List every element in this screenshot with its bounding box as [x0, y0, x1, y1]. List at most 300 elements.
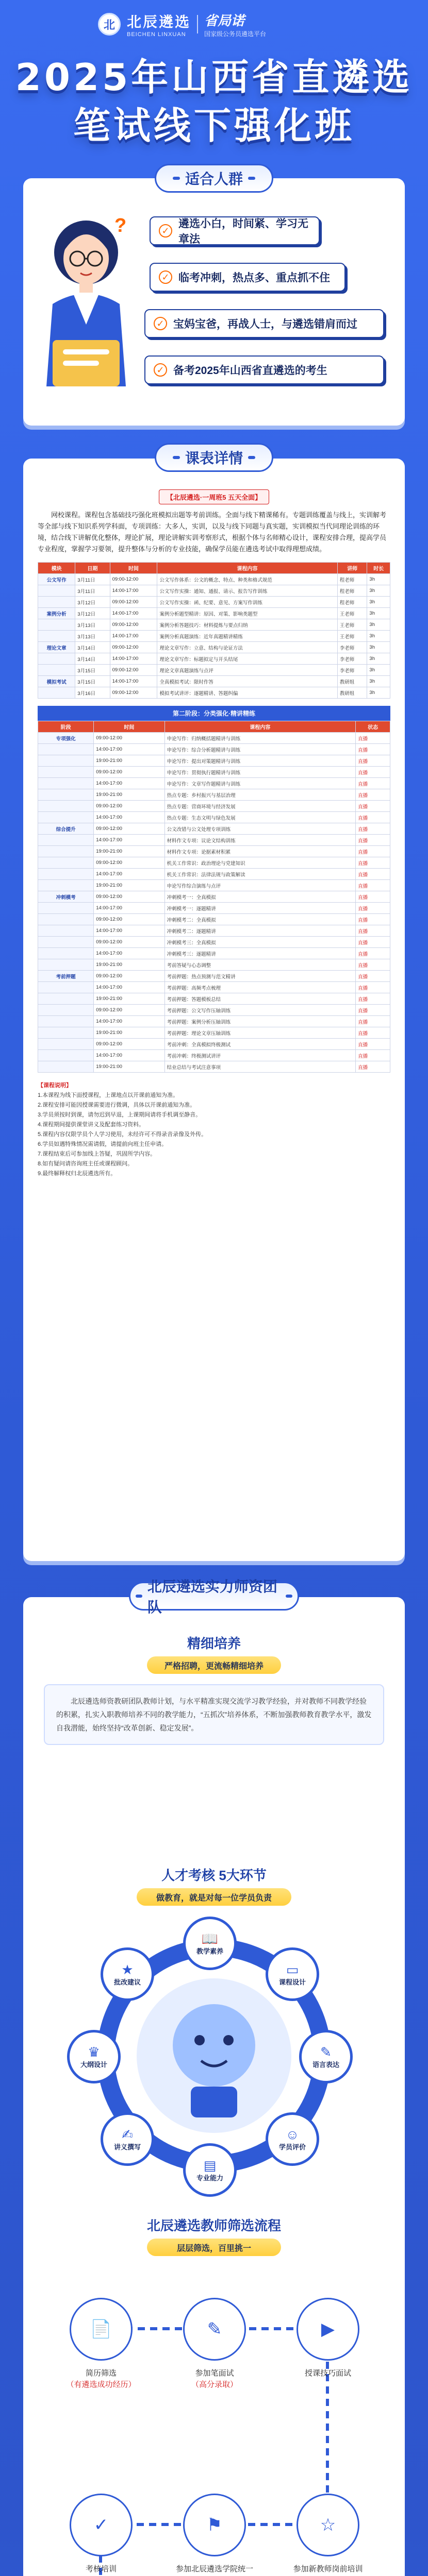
table-cell: 14:00-17:00 — [94, 835, 164, 846]
assess-node — [299, 2030, 353, 2083]
suitable-item: ✓ 遴选小白，时间紧、学习无章法 — [150, 216, 320, 245]
flow-step-icon: ✎ — [183, 2298, 246, 2361]
table-cell — [38, 778, 94, 789]
table-cell: 直播 — [356, 891, 390, 903]
table-cell: 14:00-17:00 — [94, 903, 164, 914]
section-title-team: 北辰遴选实力师资团队 — [129, 1582, 299, 1611]
table-cell: 案例分析真题演练：近年真题精讲精练 — [157, 631, 337, 642]
flow-step-title: 简历筛选 — [85, 2369, 117, 2378]
table-cell: 考前冲刺：全真模拟终极测试 — [164, 1039, 356, 1050]
table-row — [38, 778, 390, 789]
table-row — [38, 676, 390, 687]
flow-step-title: 参加新教师岗前培训 — [293, 2565, 363, 2573]
table-cell: 材料作文专项：议论文结构训练 — [164, 835, 356, 846]
table-cell: 直播 — [356, 846, 390, 857]
table-cell: 直播 — [356, 812, 390, 823]
table-cell: 案例分析 — [38, 608, 75, 619]
table-cell: 冲刺模考一：全真模拟 — [164, 891, 356, 903]
table-cell: 考前冲刺：终极测试讲评 — [164, 1050, 356, 1061]
table-cell: 公文写作 — [38, 574, 75, 585]
table-cell — [38, 687, 75, 699]
table-cell: 考前押题：答题模板总结 — [164, 993, 356, 1005]
hero-banner — [0, 0, 428, 170]
table-cell: 3h — [367, 665, 390, 676]
strict-block — [23, 1633, 405, 1745]
table-header-cell: 课程内容 — [157, 563, 337, 574]
table-cell: 直播 — [356, 869, 390, 880]
table-cell: 直播 — [356, 1016, 390, 1027]
table-cell: 直播 — [356, 767, 390, 778]
suitable-item: ✓ 临考冲刺，热点多、重点抓不住 — [150, 263, 345, 292]
table-cell: 直播 — [356, 744, 390, 755]
flow-step-sub: （有遴选成功经历） — [66, 2380, 136, 2389]
assess-node — [101, 2112, 154, 2166]
flow-step-icon: ☆ — [297, 2494, 359, 2556]
table-row — [38, 914, 390, 925]
table-cell: 理论文章 — [38, 642, 75, 653]
table-row — [38, 608, 390, 619]
assess-node-label: 专业能力 — [196, 2174, 223, 2182]
table-cell: 模拟考试讲评：逐题精讲、答题纠偏 — [157, 687, 337, 699]
table-row — [38, 801, 390, 812]
table-cell — [38, 948, 94, 959]
table-row — [38, 993, 390, 1005]
table-row — [38, 903, 390, 914]
table-cell — [38, 597, 75, 608]
table-cell: 14:00-17:00 — [110, 676, 157, 687]
table-cell: 直播 — [356, 914, 390, 925]
section-title-course: 课表详情 — [155, 443, 273, 472]
table-cell — [38, 880, 94, 891]
table-cell: 19:00-21:00 — [94, 959, 164, 971]
table-cell: 直播 — [356, 937, 390, 948]
table-cell: 19:00-21:00 — [94, 755, 164, 767]
table-row — [38, 574, 390, 585]
flow-block — [23, 2215, 405, 2256]
table-row — [38, 687, 390, 699]
logo-row — [98, 10, 266, 38]
table-cell — [38, 1005, 94, 1016]
strict-bar: 严格招聘，更流畅精细培养 — [147, 1656, 281, 1674]
table-cell: 14:00-17:00 — [110, 585, 157, 597]
table-cell: 直播 — [356, 801, 390, 812]
table-cell: 3h — [367, 597, 390, 608]
table-cell: 09:00-12:00 — [94, 937, 164, 948]
table-cell: 09:00-12:00 — [110, 642, 157, 653]
table-cell: 3月12日 — [75, 597, 110, 608]
table-cell: 3h — [367, 676, 390, 687]
assess-node — [183, 1917, 237, 1970]
table-cell: 案例分析题型精讲：原因、对策、影响类题型 — [157, 608, 337, 619]
table-row — [38, 744, 390, 755]
table-row — [38, 823, 390, 835]
table-cell — [38, 925, 94, 937]
table-cell: 考前押题：高频考点梳理 — [164, 982, 356, 993]
table-cell: 机关工作常识：法律法规与政策解读 — [164, 869, 356, 880]
table-cell: 直播 — [356, 823, 390, 835]
table-row — [38, 982, 390, 993]
table-cell: 19:00-21:00 — [94, 1027, 164, 1039]
chat-icon: ✎ — [320, 2044, 332, 2060]
logo-divider — [197, 15, 198, 33]
table-header-cell: 时间 — [110, 563, 157, 574]
assess-node — [67, 2030, 121, 2083]
table-row — [38, 925, 390, 937]
table-row — [38, 880, 390, 891]
table-row — [38, 971, 390, 982]
flow-step-label — [60, 2368, 142, 2391]
table-cell: 直播 — [356, 733, 390, 744]
flow-step-title: 考核培训 — [85, 2565, 117, 2573]
table-cell: 考前押题：理论文章压轴训练 — [164, 1027, 356, 1039]
flow-step-sub: （高分录取） — [191, 2380, 238, 2389]
assess-node-label: 课程设计 — [278, 1978, 306, 1986]
table-cell: 14:00-17:00 — [94, 869, 164, 880]
table-cell: 申论写作：贯彻执行题精讲与训练 — [164, 767, 356, 778]
table-cell: 李老师 — [337, 642, 367, 653]
table-cell — [38, 812, 94, 823]
table-row — [38, 585, 390, 597]
table-cell: 结业总结与考试注意事项 — [164, 1061, 356, 1073]
table-cell: 3h — [367, 631, 390, 642]
table-cell — [38, 653, 75, 665]
table-row — [38, 642, 390, 653]
table-row — [38, 959, 390, 971]
table-row — [38, 755, 390, 767]
table-cell: 直播 — [356, 982, 390, 993]
table-cell: 李老师 — [337, 665, 367, 676]
table-cell: 14:00-17:00 — [94, 1050, 164, 1061]
table-cell — [38, 1016, 94, 1027]
table-cell: 冲刺模考一：逐题精讲 — [164, 903, 356, 914]
table-cell: 案例分析答题技巧：材料提炼与要点归纳 — [157, 619, 337, 631]
table-cell: 李老师 — [337, 653, 367, 665]
table-cell: 3月13日 — [75, 631, 110, 642]
assess-title: 人才考核 5大环节 — [161, 1868, 267, 1883]
flow-step-icon: ✓ — [70, 2494, 133, 2556]
table-cell: 公文写作实操：函、纪要、意见、方案写作训练 — [157, 597, 337, 608]
table-cell: 考前押题：案例分析压轴训练 — [164, 1016, 356, 1027]
table-cell: 考前押题 — [38, 971, 94, 982]
table-row — [38, 653, 390, 665]
table-cell — [38, 631, 75, 642]
table-cell — [38, 857, 94, 869]
table-cell: 3月11日 — [75, 574, 110, 585]
partner-block — [204, 10, 266, 38]
brand-sub: BEICHEN LINXUAN — [127, 31, 186, 38]
table-cell: 热点专题：乡村振兴与基层治理 — [164, 789, 356, 801]
note-item: 1.本课程为线下面授课程，上课地点以开课前通知为准。 — [38, 1092, 179, 1098]
table-cell: 直播 — [356, 993, 390, 1005]
table-cell: 冲刺模考三：全真模拟 — [164, 937, 356, 948]
table-row — [38, 869, 390, 880]
table-cell: 3h — [367, 687, 390, 699]
table-cell: 冲刺模考 — [38, 891, 94, 903]
note-item: 6.学员如遇特殊情况需请假，请提前向班主任申请。 — [38, 1141, 168, 1147]
table-cell: 直播 — [356, 1061, 390, 1073]
table-cell — [38, 665, 75, 676]
table-cell: 09:00-12:00 — [94, 823, 164, 835]
table-cell: 直播 — [356, 1050, 390, 1061]
table-cell: 直播 — [356, 778, 390, 789]
table-cell: 直播 — [356, 880, 390, 891]
table-cell: 考前答疑与心态调整 — [164, 959, 356, 971]
table-cell: 材料作文专项：论据素材积累 — [164, 846, 356, 857]
note-item: 9.最终解释权归北辰遴选所有。 — [38, 1171, 117, 1177]
pen-icon: ✍ — [122, 2126, 133, 2142]
table-cell — [38, 869, 94, 880]
table-cell: 申论写作：归纳概括题精讲与训练 — [164, 733, 356, 744]
schedule-table-1 — [38, 562, 390, 699]
strict-text: 北辰遴选师资教研团队教师计划，与水平精准实现交流学习教学经验，并对教师不同教学经验的积累，扎实入职教师培养不同的教学能力，“五抓次”培养体系，不断加强教师教育教学水平，激发自我潜能，始终坚持“改革创新、稳定发展”。 — [56, 1697, 372, 1732]
table-row — [38, 1050, 390, 1061]
table-cell: 机关工作常识：政治理论与党建知识 — [164, 857, 356, 869]
table-cell: 直播 — [356, 1005, 390, 1016]
table-cell: 冲刺模考二：逐题精讲 — [164, 925, 356, 937]
table-row — [38, 835, 390, 846]
table-cell: 直播 — [356, 1039, 390, 1050]
table-cell — [38, 1027, 94, 1039]
table-cell: 理论文章真题演练与点评 — [157, 665, 337, 676]
table-cell: 综合提升 — [38, 823, 94, 835]
table-cell: 3月16日 — [75, 687, 110, 699]
table-cell: 程老师 — [337, 574, 367, 585]
book-icon: 📖 — [201, 1930, 219, 1946]
users-icon: ☺ — [285, 2126, 300, 2142]
table-cell: 申论写作综合演练与点评 — [164, 880, 356, 891]
brand-name: 北辰遴选 — [127, 13, 191, 30]
table-cell: 3h — [367, 574, 390, 585]
table-cell: 19:00-21:00 — [94, 1061, 164, 1073]
table-cell — [38, 982, 94, 993]
check-icon: ✓ — [159, 270, 172, 284]
note-item: 7.课程结束后可参加线上答疑，巩固所学内容。 — [38, 1151, 156, 1157]
course-notes — [38, 1081, 390, 1179]
suitable-item: ✓ 宝妈宝爸，再战人士，与遴选错肩而过 — [144, 309, 384, 338]
table-cell: 09:00-12:00 — [94, 971, 164, 982]
assess-node-label: 教学素养 — [196, 1947, 223, 1955]
table-row — [38, 733, 390, 744]
monitor-icon: ▭ — [286, 1961, 299, 1977]
table-cell: 3h — [367, 653, 390, 665]
table-cell: 19:00-21:00 — [94, 846, 164, 857]
table-cell: 3月11日 — [75, 585, 110, 597]
table-cell: 全真模拟考试：限时作答 — [157, 676, 337, 687]
table-cell: 09:00-12:00 — [110, 687, 157, 699]
table-cell — [38, 903, 94, 914]
assess-node — [266, 1947, 319, 2001]
flow-step-label — [173, 2564, 256, 2576]
table-cell: 程老师 — [337, 585, 367, 597]
table-cell: 14:00-17:00 — [110, 653, 157, 665]
table-header-cell: 时间 — [94, 721, 164, 733]
course-card — [23, 459, 405, 1561]
table-cell: 14:00-17:00 — [94, 925, 164, 937]
teacher-illustration-icon — [32, 211, 140, 397]
table-cell: 09:00-12:00 — [110, 574, 157, 585]
table-cell: 09:00-12:00 — [94, 1005, 164, 1016]
flow-step-title: 授课技巧面试 — [304, 2369, 351, 2378]
table-cell: 3h — [367, 619, 390, 631]
table-cell: 09:00-12:00 — [94, 891, 164, 903]
table-cell: 09:00-12:00 — [94, 857, 164, 869]
table-cell: 模拟考试 — [38, 676, 75, 687]
chart-icon: ▤ — [203, 2157, 217, 2173]
table-row — [38, 1039, 390, 1050]
table-cell: 3h — [367, 642, 390, 653]
assess-bar: 做教育，就是对每一位学员负责 — [137, 1888, 291, 1906]
team-card — [23, 1597, 405, 2576]
table-cell: 09:00-12:00 — [110, 597, 157, 608]
table-cell: 3月14日 — [75, 653, 110, 665]
table-cell — [38, 1061, 94, 1073]
table-cell: 直播 — [356, 903, 390, 914]
assess-node — [266, 2112, 319, 2166]
flow-step-icon: 📄 — [70, 2298, 133, 2361]
strict-text-box — [44, 1684, 384, 1745]
table-cell — [38, 993, 94, 1005]
table-cell — [38, 801, 94, 812]
section-title-suitable: 适合人群 — [155, 164, 273, 193]
table-cell: 热点专题：生态文明与绿色发展 — [164, 812, 356, 823]
star-icon: ★ — [121, 1961, 134, 1977]
table-header-cell: 阶段 — [38, 721, 94, 733]
table-cell: 14:00-17:00 — [94, 744, 164, 755]
notes-title: 【课程说明】 — [38, 1082, 72, 1089]
table-cell: 19:00-21:00 — [94, 993, 164, 1005]
schedule-table-2-header — [38, 721, 390, 733]
table-row — [38, 789, 390, 801]
table-cell: 公文写作实操：通知、通报、请示、报告写作训练 — [157, 585, 337, 597]
table-cell — [38, 937, 94, 948]
table-cell: 公文改错与公文处理专项训练 — [164, 823, 356, 835]
schedule-table-1-header — [38, 563, 390, 574]
table-cell: 申论写作：文章写作题精讲与训练 — [164, 778, 356, 789]
table-header-cell: 状态 — [356, 721, 390, 733]
table-cell — [38, 835, 94, 846]
table-cell: 程老师 — [337, 597, 367, 608]
table-cell: 王老师 — [337, 608, 367, 619]
assess-node — [183, 2143, 237, 2197]
note-item: 4.课程期间提供课堂讲义及配套练习资料。 — [38, 1122, 145, 1128]
table-header-cell: 日期 — [75, 563, 110, 574]
flow-step-label — [287, 2368, 369, 2379]
table-header-cell: 讲师 — [337, 563, 367, 574]
table-row — [38, 948, 390, 959]
partner-name: 省局诺 — [204, 13, 245, 28]
table-cell: 冲刺模考二：全真模拟 — [164, 914, 356, 925]
assess-node-label: 语言表达 — [312, 2060, 339, 2069]
flow-title: 北辰遴选教师筛选流程 — [146, 2218, 281, 2233]
table-row — [38, 857, 390, 869]
table-header-cell: 时长 — [367, 563, 390, 574]
assess-block — [23, 1865, 405, 1906]
flow-step-label — [60, 2564, 142, 2575]
table-cell: 09:00-12:00 — [94, 801, 164, 812]
table-row — [38, 631, 390, 642]
check-icon: ✓ — [154, 363, 167, 377]
table-cell: 3月15日 — [75, 665, 110, 676]
partner-sub: 国家级公务员遴选平台 — [204, 30, 267, 38]
table-cell: 直播 — [356, 959, 390, 971]
assess-node-label: 批改建议 — [113, 1978, 141, 1986]
table-cell: 直播 — [356, 857, 390, 869]
table-row — [38, 619, 390, 631]
table-cell: 热点专题：营商环境与经济发展 — [164, 801, 356, 812]
table-cell: 冲刺模考三：逐题精讲 — [164, 948, 356, 959]
table-cell: 19:00-21:00 — [94, 880, 164, 891]
table-cell: 直播 — [356, 971, 390, 982]
note-item: 3.学员须按时到课，请勿迟到早退，上课期间请将手机调至静音。 — [38, 1112, 202, 1118]
brand-name-block — [127, 11, 191, 38]
table-cell — [38, 585, 75, 597]
table-cell — [38, 767, 94, 778]
table-row — [38, 846, 390, 857]
table-cell: 3月14日 — [75, 642, 110, 653]
check-icon: ✓ — [159, 224, 172, 238]
table-cell: 考前押题：公文写作压轴训练 — [164, 1005, 356, 1016]
strict-title: 精细培养 — [187, 1636, 241, 1651]
assess-node — [101, 1947, 154, 2001]
table-cell — [38, 914, 94, 925]
assess-node-label: 学员评价 — [278, 2143, 306, 2151]
table-cell: 直播 — [356, 1027, 390, 1039]
flow-step-title: 参加笔面试 — [195, 2369, 234, 2378]
table-row — [38, 812, 390, 823]
table-cell: 3h — [367, 585, 390, 597]
table-cell: 14:00-17:00 — [94, 1016, 164, 1027]
note-item: 8.如有疑问请咨询班主任或课程顾问。 — [38, 1161, 134, 1167]
table-cell: 直播 — [356, 789, 390, 801]
table-cell: 09:00-12:00 — [94, 733, 164, 744]
table-cell: 公文写作体系：公文的概念、特点、种类和格式规范 — [157, 574, 337, 585]
table-cell: 理论文章写作：立意、结构与论证方法 — [157, 642, 337, 653]
table-cell: 14:00-17:00 — [94, 812, 164, 823]
flow-step-label — [173, 2368, 256, 2391]
flow-step-icon: ⚑ — [183, 2494, 246, 2556]
flow-bar: 层层筛选，百里挑一 — [147, 2239, 281, 2256]
table-cell: 申论写作：提出对策题精讲与训练 — [164, 755, 356, 767]
table-cell: 3月12日 — [75, 608, 110, 619]
table-cell — [38, 789, 94, 801]
table-cell: 直播 — [356, 835, 390, 846]
page-title-line2: 笔试线下强化班 — [73, 104, 355, 147]
table-cell — [38, 959, 94, 971]
table-cell: 王老师 — [337, 631, 367, 642]
table-cell — [38, 846, 94, 857]
course-tag-row — [38, 489, 390, 504]
table-cell: 09:00-12:00 — [110, 619, 157, 631]
course-tag: 【北辰遴选·一周班5 五天全面】 — [159, 489, 269, 504]
flow-step-label — [287, 2564, 369, 2576]
table-row — [38, 1016, 390, 1027]
table-header-cell: 课程内容 — [164, 721, 356, 733]
table-cell: 14:00-17:00 — [94, 982, 164, 993]
table-cell: 14:00-17:00 — [94, 778, 164, 789]
table-cell: 教研组 — [337, 687, 367, 699]
schedule-table-2 — [38, 721, 390, 1073]
table-row — [38, 1005, 390, 1016]
table-row — [38, 891, 390, 903]
table-cell: 专项强化 — [38, 733, 94, 744]
table-row — [38, 937, 390, 948]
table-cell: 14:00-17:00 — [110, 608, 157, 619]
table-cell — [38, 1050, 94, 1061]
note-item: 5.课程内容仅限学员个人学习使用，未经许可不得录音录像及外传。 — [38, 1131, 207, 1138]
table-cell: 教研组 — [337, 676, 367, 687]
assess-node-label: 大纲设计 — [80, 2060, 107, 2069]
flow-step-title: 参加北辰遴选学院统一 — [175, 2565, 253, 2573]
